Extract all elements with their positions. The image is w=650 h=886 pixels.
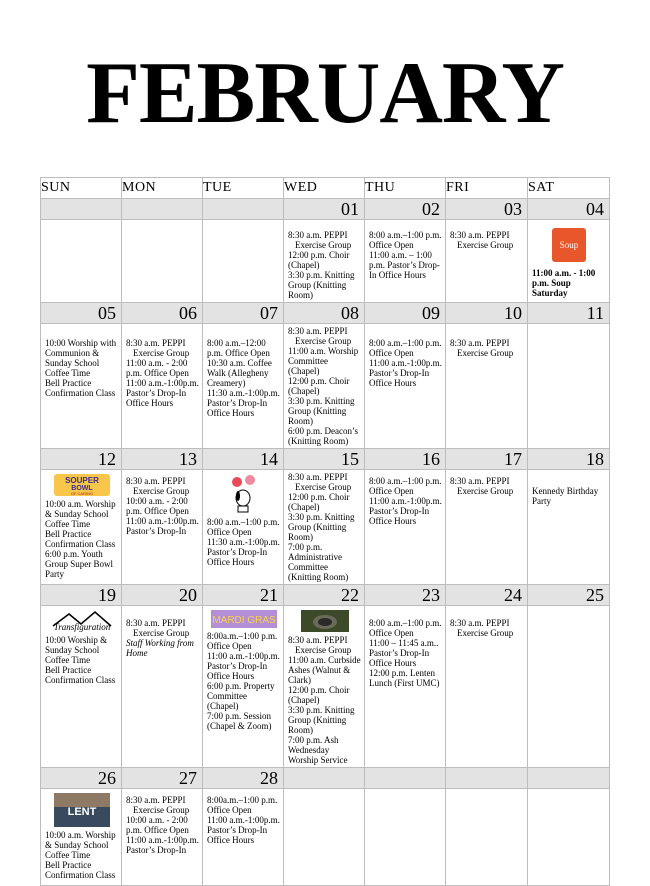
event-text: 3:30 p.m. Knitting Group (Knitting Room)	[288, 512, 355, 542]
weekday-fri: FRI	[446, 178, 528, 199]
date-number: 06	[122, 303, 203, 324]
date-number: 01	[284, 199, 365, 220]
event-text: 8:00 a.m.–1:00 p.m. Office Open	[369, 476, 442, 496]
event-text: 11:00 a.m. - 1:00 p.m. Soup Saturday	[532, 268, 596, 298]
day-cell	[203, 220, 284, 303]
event-text: 8:30 a.m. PEPPI	[450, 618, 510, 628]
date-number-row	[41, 199, 610, 220]
day-cell	[446, 324, 528, 449]
event-text: 12:00 p.m. Lenten Lunch (First UMC)	[369, 668, 440, 688]
event-text: 11:00 a.m.-1:00p.m. Pastor’s Drop-In	[126, 516, 199, 536]
date-number	[41, 199, 122, 220]
event-text: 11:00 a.m. – 1:00 p.m. Pastor’s Drop-In Office Hours	[369, 250, 440, 280]
event-text: Exercise Group	[133, 348, 190, 358]
day-cell	[528, 606, 610, 768]
day-cell	[203, 606, 284, 768]
lent-image	[45, 793, 118, 827]
event-text: Coffee Time	[45, 655, 91, 665]
day-cell	[284, 789, 365, 886]
date-number: 12	[41, 449, 122, 470]
date-number: 20	[122, 585, 203, 606]
date-number: 02	[365, 199, 446, 220]
event-text: 7:00 p.m. Administrative Committee (Knitting Room)	[288, 542, 349, 582]
event-text: Coffee Time	[45, 850, 91, 860]
week-row	[41, 470, 610, 585]
date-number: 18	[528, 449, 610, 470]
event-text: 10:00 Worship with Communion & Sunday School	[45, 338, 117, 368]
day-cell	[284, 606, 365, 768]
event-text: 3:30 p.m. Knitting Group (Knitting Room)	[288, 396, 355, 426]
ashes-photo	[288, 610, 361, 632]
event-text: 8:30 a.m. PEPPI	[126, 795, 186, 805]
event-text: 8:00 a.m.–1:00 p.m. Office Open	[369, 338, 442, 358]
transfiguration-text: Transfiguration	[53, 622, 110, 632]
event-text: 8:00 a.m.–1:00 p.m. Office Open	[369, 230, 442, 250]
event-text: 10:00 a.m. - 2:00 p.m. Office Open	[126, 815, 189, 835]
event-text: 8:30 a.m. PEPPI	[126, 618, 186, 628]
event-text: 11:00 a.m. Worship Committee (Chapel)	[288, 346, 359, 376]
event-text: 3:30 p.m. Knitting Group (Knitting Room)	[288, 705, 355, 735]
bowl-text: BOWL	[70, 485, 93, 492]
date-number: 26	[41, 768, 122, 789]
event-text: 6:00 p.m. Property Committee (Chapel)	[207, 681, 275, 711]
event-text: Confirmation Class	[45, 388, 116, 398]
date-number-row	[41, 585, 610, 606]
date-number	[203, 199, 284, 220]
day-cell	[446, 789, 528, 886]
weekday-sun: SUN	[41, 178, 122, 199]
event-text: 12:00 p.m. Choir (Chapel)	[288, 376, 350, 396]
weekday-tue: TUE	[203, 178, 284, 199]
date-number	[528, 768, 610, 789]
soup-icon	[552, 228, 586, 262]
date-number: 16	[365, 449, 446, 470]
event-text: 8:00 a.m.–12:00 p.m. Office Open	[207, 338, 270, 358]
event-text: 11:00 – 11:45 a.m.. Pastor’s Drop-In Office Hours	[369, 638, 439, 668]
event-text: 10:00 a.m. Worship & Sunday School	[45, 830, 116, 850]
event-text: 8:30 a.m. PEPPI	[450, 338, 510, 348]
event-text: 8:30 a.m. PEPPI	[126, 338, 186, 348]
event-text: 10:00 a.m. - 2:00 p.m. Office Open	[126, 496, 189, 516]
day-cell	[284, 324, 365, 449]
mardi-gras-banner	[207, 610, 280, 628]
event-text: 8:00 a.m.–1:00 p.m. Office Open	[369, 618, 442, 638]
date-number: 05	[41, 303, 122, 324]
event-text: Kennedy Birthday Party	[532, 486, 599, 506]
event-text: Confirmation Class	[45, 539, 116, 549]
date-number	[365, 768, 446, 789]
event-text: Exercise Group	[133, 805, 190, 815]
day-cell	[528, 789, 610, 886]
date-number: 17	[446, 449, 528, 470]
valentine-dog-icon	[207, 474, 280, 514]
day-cell	[284, 470, 365, 585]
event-text: 11:00 a.m.-1:00p.m. Pastor’s Drop-In Office Hours	[126, 378, 199, 408]
week-row	[41, 324, 610, 449]
day-cell	[365, 220, 446, 303]
event-text: 11:30 a.m.-1:00p.m. Pastor’s Drop-In Office Hours	[207, 388, 280, 418]
day-cell	[122, 220, 203, 303]
day-cell	[203, 789, 284, 886]
event-text: 12:00 p.m. Choir (Chapel)	[288, 685, 350, 705]
event-text: Exercise Group	[295, 336, 352, 346]
weekday-thu: THU	[365, 178, 446, 199]
date-number-row	[41, 449, 610, 470]
calendar-grid	[40, 177, 610, 886]
event-text: Exercise Group	[457, 240, 514, 250]
day-cell	[528, 470, 610, 585]
event-text: Exercise Group	[295, 645, 352, 655]
event-text: 8:30 a.m. PEPPI	[288, 472, 348, 482]
day-cell	[446, 220, 528, 303]
transfiguration-logo	[45, 610, 118, 632]
event-text: Coffee Time	[45, 519, 91, 529]
of-caring-text: OF CARING	[70, 491, 93, 496]
date-number: 13	[122, 449, 203, 470]
event-text: 8:30 a.m. PEPPI	[450, 476, 510, 486]
day-cell	[41, 606, 122, 768]
date-number: 11	[528, 303, 610, 324]
day-cell	[528, 220, 610, 303]
event-text: 11:00 a.m. - 2:00 p.m. Office Open	[126, 358, 189, 378]
date-number: 04	[528, 199, 610, 220]
event-text: 10:30 a.m. Coffee Walk (Allegheny Creamery)	[207, 358, 272, 388]
week-row	[41, 220, 610, 303]
date-number: 08	[284, 303, 365, 324]
date-number	[284, 768, 365, 789]
event-text: 7:00 p.m. Session (Chapel & Zoom)	[207, 711, 272, 731]
week-row	[41, 789, 610, 886]
event-text: 10:00 a.m. Worship & Sunday School	[45, 499, 116, 519]
day-cell	[41, 470, 122, 585]
event-text: 11:30 a.m.-1:00p.m. Pastor’s Drop-In Office Hours	[207, 537, 280, 567]
weekday-mon: MON	[122, 178, 203, 199]
event-text: 3:30 p.m. Knitting Group (Knitting Room)	[288, 270, 355, 300]
weekday-wed: WED	[284, 178, 365, 199]
event-text: 10:00 Worship & Sunday School	[45, 635, 108, 655]
event-text: 11:00 a.m.-1:00p.m. Pastor’s Drop-In Office Hours	[207, 651, 280, 681]
date-number: 28	[203, 768, 284, 789]
date-number: 15	[284, 449, 365, 470]
date-number: 14	[203, 449, 284, 470]
event-text: 12:00 p.m. Choir (Chapel)	[288, 250, 350, 270]
day-cell	[122, 470, 203, 585]
date-number-row	[41, 303, 610, 324]
day-cell	[41, 324, 122, 449]
day-cell	[41, 220, 122, 303]
weekday-header-row	[41, 178, 610, 199]
event-text: Confirmation Class	[45, 675, 116, 685]
date-number: 07	[203, 303, 284, 324]
event-text: 11:00 a.m.-1:00p.m. Pastor’s Drop-In Office Hours	[369, 496, 442, 526]
event-text: 11:00 a.m.-1:00p.m. Pastor’s Drop-In Office Hours	[207, 815, 280, 845]
soup-label: Soup	[559, 240, 579, 250]
day-cell	[365, 606, 446, 768]
lent-text: LENT	[67, 806, 96, 818]
weekday-sat: SAT	[528, 178, 610, 199]
event-text: 8:30 a.m. PEPPI	[288, 635, 348, 645]
event-text: Exercise Group	[457, 486, 514, 496]
event-text: Exercise Group	[457, 628, 514, 638]
event-text: Confirmation Class	[45, 870, 116, 880]
event-text: 6:00 p.m. Deacon’s (Knitting Room)	[288, 426, 358, 446]
mardi-gras-text: MARDI GRAS	[211, 615, 276, 626]
date-number: 22	[284, 585, 365, 606]
event-text: Bell Practice	[45, 378, 92, 388]
day-cell	[203, 324, 284, 449]
event-text: 8:00a.m.–1:00 p.m. Office Open	[207, 795, 278, 815]
day-cell	[528, 324, 610, 449]
event-text: Bell Practice	[45, 860, 92, 870]
event-text: Exercise Group	[295, 240, 352, 250]
day-cell	[284, 220, 365, 303]
event-text: 8:30 a.m. PEPPI	[126, 476, 186, 486]
date-number: 09	[365, 303, 446, 324]
event-text: 11:00 a.m.-1:00p.m. Pastor’s Drop-In	[126, 835, 199, 855]
souper-text: SOUPER	[64, 476, 99, 485]
event-text: 7:00 p.m. Ash Wednesday Worship Service	[288, 735, 348, 765]
date-number: 23	[365, 585, 446, 606]
date-number	[122, 199, 203, 220]
date-number: 19	[41, 585, 122, 606]
week-row	[41, 606, 610, 768]
date-number: 24	[446, 585, 528, 606]
day-cell	[446, 606, 528, 768]
date-number: 03	[446, 199, 528, 220]
event-text: 6:00 p.m. Youth Group Super Bowl Party	[45, 549, 113, 579]
event-text: 8:30 a.m. PEPPI	[288, 230, 348, 240]
day-cell	[41, 789, 122, 886]
date-number	[446, 768, 528, 789]
date-number: 10	[446, 303, 528, 324]
event-text: Coffee Time	[45, 368, 91, 378]
event-text: 8:30 a.m. PEPPI	[450, 230, 510, 240]
page-title: FEBRUARY	[86, 45, 564, 142]
event-text: Exercise Group	[457, 348, 514, 358]
event-text: 12:00 p.m. Choir (Chapel)	[288, 492, 350, 512]
event-text: 11:00 a.m. Curbside Ashes (Walnut & Clark)	[288, 655, 361, 685]
date-number-row	[41, 768, 610, 789]
day-cell	[122, 789, 203, 886]
event-text: Bell Practice	[45, 529, 92, 539]
day-cell	[365, 789, 446, 886]
day-cell	[446, 470, 528, 585]
date-number: 27	[122, 768, 203, 789]
event-text: 11:00 a.m.-1:00p.m. Pastor’s Drop-In Office Hours	[369, 358, 442, 388]
event-text: Exercise Group	[133, 628, 190, 638]
event-text: Exercise Group	[295, 482, 352, 492]
day-cell	[122, 324, 203, 449]
event-text: 8:00a.m.–1:00 p.m. Office Open	[207, 631, 278, 651]
event-text: Bell Practice	[45, 665, 92, 675]
event-text: Staff Working from Home	[126, 638, 194, 658]
event-text: Exercise Group	[133, 486, 190, 496]
souper-bowl-logo	[45, 474, 118, 496]
date-number: 21	[203, 585, 284, 606]
day-cell	[203, 470, 284, 585]
day-cell	[365, 470, 446, 585]
day-cell	[365, 324, 446, 449]
date-number: 25	[528, 585, 610, 606]
event-text: 8:30 a.m. PEPPI	[288, 326, 348, 336]
day-cell	[122, 606, 203, 768]
event-text: 8:00 a.m.–1:00 p.m. Office Open	[207, 517, 280, 537]
